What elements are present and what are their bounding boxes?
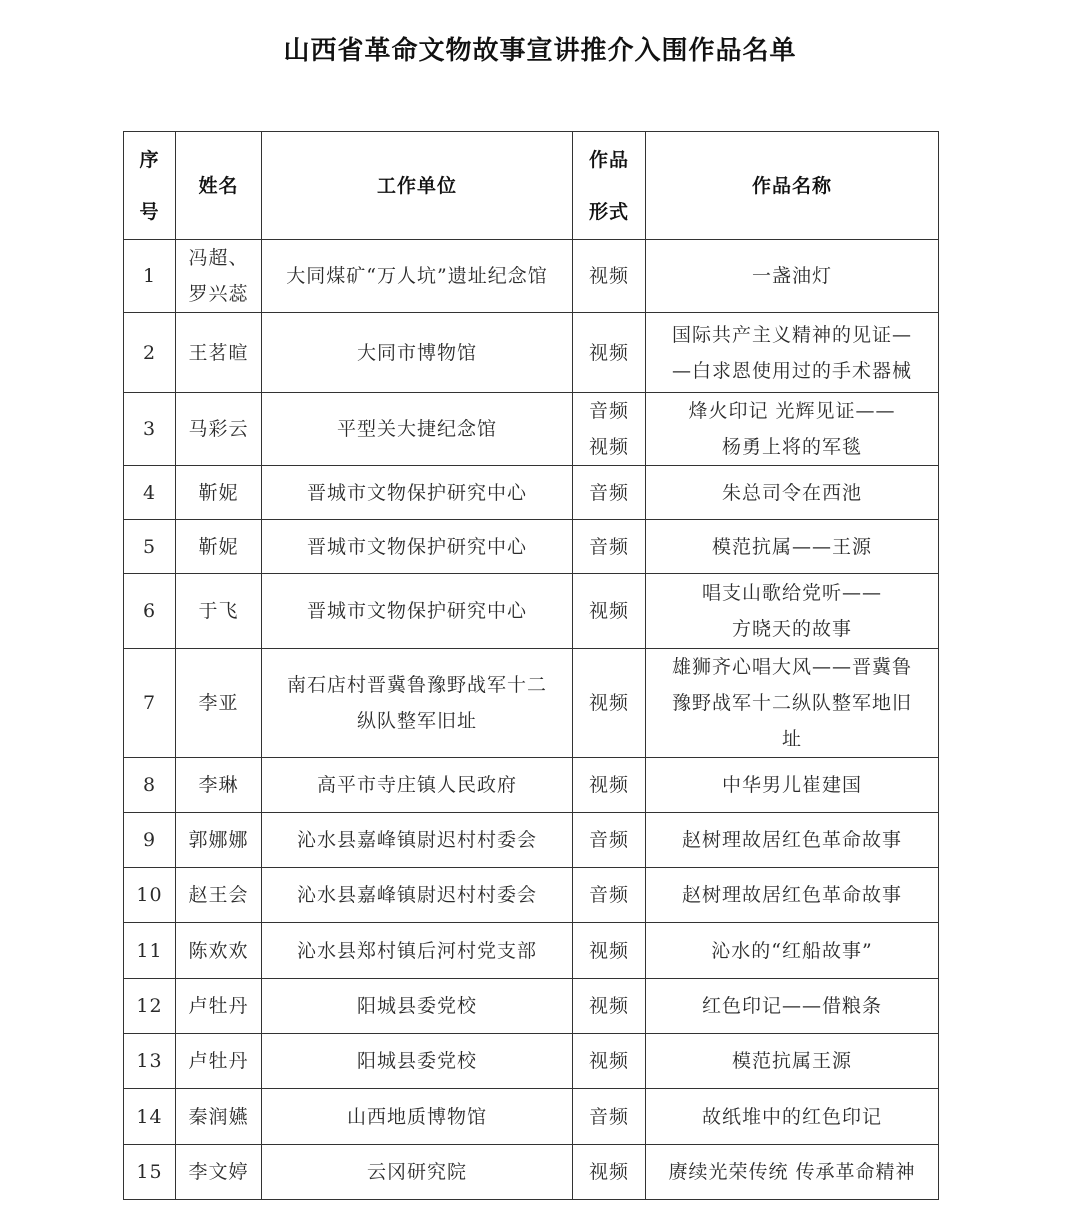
cell-unit-line: 高平市寺庄镇人民政府 (316, 774, 517, 796)
cell-form (573, 923, 646, 979)
cell-form-line: 视频 (588, 1161, 629, 1183)
cell-form (573, 868, 646, 923)
table-header-row (124, 132, 939, 240)
cell-work-title (646, 466, 939, 520)
table-row (124, 1145, 939, 1200)
cell-name-line: 卢牡丹 (188, 1050, 249, 1072)
header-form-line-1: 作品 (588, 148, 629, 171)
cell-no: 1 (124, 240, 176, 313)
header-name: 姓名 (176, 132, 262, 240)
cell-name (176, 868, 262, 923)
cell-no: 12 (124, 979, 176, 1034)
cell-work-title-line: 杨勇上将的军毯 (721, 436, 862, 458)
cell-work-title (646, 649, 939, 758)
cell-name-line: 秦润嬿 (188, 1105, 249, 1128)
cell-form-line: 音频 (588, 535, 629, 558)
cell-form (573, 393, 646, 466)
header-unit: 工作单位 (262, 132, 573, 240)
cell-unit (262, 758, 573, 813)
cell-form (573, 758, 646, 813)
cell-unit-line: 阳城县委党校 (356, 1050, 477, 1072)
table-row (124, 1034, 939, 1089)
cell-name (176, 1089, 262, 1145)
cell-form-line: 视频 (588, 341, 629, 364)
cell-name-line: 王茗暄 (188, 341, 249, 364)
cell-work-title-line: 故纸堆中的红色印记 (701, 1105, 882, 1128)
cell-work-title-line: 模范抗属王源 (731, 1050, 852, 1072)
cell-unit (262, 649, 573, 758)
table-body (124, 240, 939, 1200)
cell-work-title-line: 雄狮齐心唱大风——晋冀鲁 (671, 656, 912, 678)
cell-no: 5 (124, 520, 176, 574)
cell-unit-line: 云冈研究院 (366, 1161, 467, 1183)
table-row (124, 758, 939, 813)
cell-work-title (646, 979, 939, 1034)
header-no (124, 132, 176, 240)
cell-name-line: 李文婷 (188, 1161, 249, 1183)
cell-unit-line: 沁水县嘉峰镇尉迟村村委会 (296, 829, 537, 851)
cell-name-line: 李亚 (198, 692, 239, 714)
cell-unit-line: 阳城县委党校 (356, 995, 477, 1017)
cell-name-line: 于飞 (198, 600, 239, 622)
cell-unit (262, 1034, 573, 1089)
cell-no: 8 (124, 758, 176, 813)
cell-unit (262, 813, 573, 868)
cell-work-title (646, 1089, 939, 1145)
cell-name (176, 393, 262, 466)
cell-work-title-line: 址 (781, 728, 802, 750)
cell-form-line: 音频 (588, 829, 629, 851)
cell-name-line: 卢牡丹 (188, 995, 249, 1017)
cell-work-title (646, 813, 939, 868)
cell-work-title (646, 1145, 939, 1200)
cell-form (573, 649, 646, 758)
cell-name-line: 冯超、 (188, 247, 249, 269)
cell-work-title-line: 一盏油灯 (751, 265, 832, 287)
finalist-table (123, 131, 939, 1200)
cell-name (176, 758, 262, 813)
cell-name (176, 649, 262, 758)
cell-no: 14 (124, 1089, 176, 1145)
cell-work-title-line: 豫野战军十二纵队整军地旧 (671, 692, 912, 714)
cell-name (176, 1145, 262, 1200)
cell-form-line: 视频 (588, 1050, 629, 1072)
cell-form-line: 视频 (588, 939, 629, 962)
cell-form (573, 574, 646, 649)
cell-work-title (646, 868, 939, 923)
cell-unit-line: 山西地质博物馆 (346, 1105, 487, 1128)
cell-unit (262, 923, 573, 979)
cell-work-title (646, 520, 939, 574)
cell-form-line: 视频 (588, 995, 629, 1017)
table-row (124, 313, 939, 393)
cell-unit (262, 868, 573, 923)
cell-unit-line: 纵队整军旧址 (356, 710, 477, 732)
cell-name (176, 240, 262, 313)
cell-name (176, 1034, 262, 1089)
cell-unit-line: 南石店村晋冀鲁豫野战军十二 (286, 674, 547, 696)
cell-work-title (646, 923, 939, 979)
cell-work-title-line: 赵树理故居红色革命故事 (681, 829, 902, 851)
cell-work-title-line: 唱支山歌给党听—— (701, 582, 882, 604)
cell-unit (262, 466, 573, 520)
cell-work-title-line: 烽火印记 光辉见证—— (688, 400, 896, 422)
cell-work-title (646, 758, 939, 813)
cell-unit (262, 393, 573, 466)
cell-unit (262, 574, 573, 649)
header-no-line-1: 序 (139, 148, 160, 171)
cell-unit (262, 313, 573, 393)
table-row (124, 240, 939, 313)
cell-no: 9 (124, 813, 176, 868)
cell-unit-line: 晋城市文物保护研究中心 (306, 535, 527, 558)
cell-work-title-line: 赓续光荣传统 传承革命精神 (668, 1161, 916, 1183)
cell-unit-line: 沁水县嘉峰镇尉迟村村委会 (296, 884, 537, 906)
cell-form (573, 1089, 646, 1145)
cell-name (176, 520, 262, 574)
cell-form-line: 视频 (588, 774, 629, 796)
cell-form-line: 视频 (588, 436, 629, 458)
cell-work-title (646, 1034, 939, 1089)
cell-work-title-line: 方晓天的故事 (731, 618, 852, 640)
cell-work-title-line: 红色印记——借粮条 (701, 995, 882, 1017)
cell-form-line: 视频 (588, 692, 629, 714)
cell-name-line: 郭娜娜 (188, 829, 249, 851)
cell-no: 4 (124, 466, 176, 520)
cell-work-title-line: 朱总司令在西池 (721, 481, 862, 504)
cell-work-title-line: —白求恩使用过的手术器械 (671, 359, 912, 382)
header-form (573, 132, 646, 240)
cell-no: 13 (124, 1034, 176, 1089)
table-row (124, 466, 939, 520)
cell-no: 6 (124, 574, 176, 649)
table-row (124, 979, 939, 1034)
cell-name-line: 罗兴蕊 (188, 283, 249, 305)
cell-unit (262, 1145, 573, 1200)
cell-no: 2 (124, 313, 176, 393)
header-no-line-2: 号 (139, 200, 160, 223)
cell-work-title (646, 574, 939, 649)
cell-unit (262, 1089, 573, 1145)
cell-name (176, 313, 262, 393)
document-title: 山西省革命文物故事宣讲推介入围作品名单 (283, 36, 797, 66)
cell-unit (262, 979, 573, 1034)
header-work-title: 作品名称 (646, 132, 939, 240)
table-row (124, 1089, 939, 1145)
table-row (124, 520, 939, 574)
cell-work-title-line: 中华男儿崔建国 (721, 774, 862, 796)
table-row (124, 574, 939, 649)
cell-no: 3 (124, 393, 176, 466)
cell-name (176, 923, 262, 979)
cell-form (573, 466, 646, 520)
cell-name-line: 靳妮 (198, 481, 239, 504)
cell-work-title-line: 赵树理故居红色革命故事 (681, 884, 902, 906)
cell-form-line: 音频 (588, 481, 629, 504)
cell-no: 10 (124, 868, 176, 923)
table-row (124, 649, 939, 758)
cell-name (176, 466, 262, 520)
cell-unit-line: 沁水县郑村镇后河村党支部 (296, 939, 537, 962)
table-row (124, 923, 939, 979)
cell-form (573, 240, 646, 313)
cell-no: 15 (124, 1145, 176, 1200)
cell-unit-line: 平型关大捷纪念馆 (336, 418, 497, 440)
cell-form (573, 520, 646, 574)
cell-form-line: 音频 (588, 884, 629, 906)
cell-no: 11 (124, 923, 176, 979)
cell-name-line: 马彩云 (188, 418, 249, 440)
cell-unit-line: 大同市博物馆 (356, 341, 477, 364)
cell-form-line: 视频 (588, 600, 629, 622)
cell-form-line: 音频 (588, 400, 629, 422)
cell-work-title (646, 240, 939, 313)
cell-form (573, 1034, 646, 1089)
cell-work-title-line: 沁水的“红船故事” (711, 939, 873, 962)
cell-name-line: 靳妮 (198, 535, 239, 558)
cell-name-line: 陈欢欢 (188, 939, 249, 962)
cell-unit (262, 520, 573, 574)
cell-work-title (646, 313, 939, 393)
cell-form (573, 313, 646, 393)
cell-form-line: 视频 (588, 265, 629, 287)
cell-name (176, 979, 262, 1034)
cell-form (573, 813, 646, 868)
cell-name (176, 574, 262, 649)
cell-name-line: 李琳 (198, 774, 239, 796)
table-row (124, 393, 939, 466)
cell-no: 7 (124, 649, 176, 758)
table-row (124, 813, 939, 868)
cell-unit (262, 240, 573, 313)
cell-form (573, 1145, 646, 1200)
cell-name-line: 赵王会 (188, 884, 249, 906)
cell-work-title-line: 模范抗属——王源 (711, 535, 872, 558)
header-form-line-2: 形式 (588, 200, 629, 223)
cell-unit-line: 晋城市文物保护研究中心 (306, 481, 527, 504)
cell-form-line: 音频 (588, 1105, 629, 1128)
cell-form (573, 979, 646, 1034)
cell-work-title-line: 国际共产主义精神的见证— (671, 323, 912, 346)
cell-unit-line: 大同煤矿“万人坑”遗址纪念馆 (286, 265, 548, 287)
cell-work-title (646, 393, 939, 466)
cell-unit-line: 晋城市文物保护研究中心 (306, 600, 527, 622)
table-row (124, 868, 939, 923)
cell-name (176, 813, 262, 868)
